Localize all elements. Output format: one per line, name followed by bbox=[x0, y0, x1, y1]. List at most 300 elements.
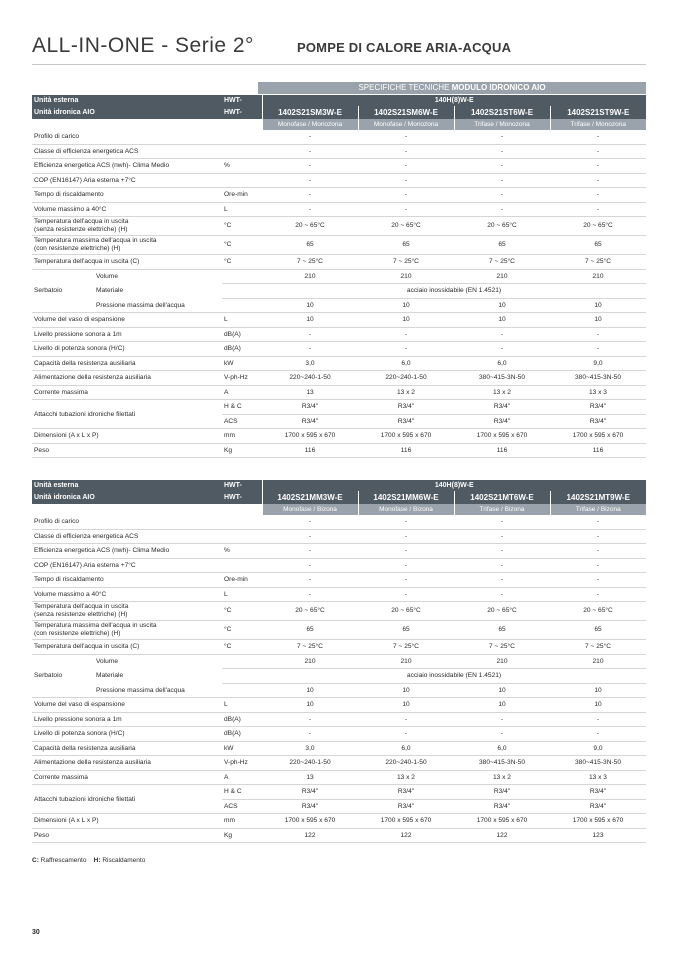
row-value: 65 bbox=[550, 236, 646, 255]
attacchi-acs-unit: ACS bbox=[222, 799, 262, 814]
row-value: 10 bbox=[550, 313, 646, 328]
row-value: 65 bbox=[262, 236, 358, 255]
spec-banner-prefix: SPECIFICHE TECNICHE bbox=[358, 83, 452, 92]
row-value: R3/4" bbox=[262, 799, 358, 814]
row-label-line1: Temperatura dell'acqua in uscita bbox=[34, 218, 129, 225]
outdoor-unit-label: Unità esterna bbox=[32, 480, 222, 491]
row-value: 10 bbox=[550, 298, 646, 313]
row-value: R3/4" bbox=[550, 414, 646, 429]
model-code: 1402S21ST6W-E bbox=[454, 106, 550, 119]
row-value: - bbox=[358, 587, 454, 602]
row-value: 20 ~ 65°C bbox=[550, 217, 646, 236]
row-value: 7 ~ 25°C bbox=[550, 255, 646, 270]
aio-unit-label: Unità idronica AIO bbox=[32, 491, 222, 504]
spec-row bbox=[32, 159, 646, 174]
row-value: 122 bbox=[358, 828, 454, 843]
attacchi-acs-unit: ACS bbox=[222, 414, 262, 429]
legend-h-text: Riscaldamento bbox=[100, 857, 146, 864]
row-value: - bbox=[454, 529, 550, 544]
row-value: R3/4" bbox=[262, 414, 358, 429]
row-unit: V-ph-Hz bbox=[222, 756, 262, 771]
serbatoio-volume-label: Volume bbox=[96, 658, 118, 665]
serbatoio-label-cell bbox=[32, 669, 222, 684]
spec-row bbox=[32, 828, 646, 843]
model-code: 1402S21MM6W-E bbox=[358, 491, 454, 504]
row-value: R3/4" bbox=[550, 400, 646, 415]
row-unit: % bbox=[222, 159, 262, 174]
row-unit: °C bbox=[222, 602, 262, 621]
row-label bbox=[32, 236, 222, 255]
row-unit: kW bbox=[222, 356, 262, 371]
header-spacer bbox=[32, 504, 222, 515]
legend-c-text: Raffrescamento bbox=[38, 857, 87, 864]
phase-label: Trifase / Bizona bbox=[550, 504, 646, 515]
spec-table-monozona bbox=[32, 95, 646, 458]
row-label: Temperatura dell'acqua in uscita (C) bbox=[32, 255, 222, 270]
row-value: - bbox=[550, 558, 646, 573]
header-phase-row bbox=[32, 504, 646, 515]
header-spacer bbox=[32, 119, 222, 130]
spec-row bbox=[32, 443, 646, 458]
row-label bbox=[32, 217, 222, 236]
page-header bbox=[32, 34, 646, 65]
spec-row bbox=[32, 356, 646, 371]
row-value: - bbox=[262, 573, 358, 588]
row-value: 380~415-3N-50 bbox=[454, 756, 550, 771]
row-value: 6,0 bbox=[454, 741, 550, 756]
phase-label: Monofase / Monozona bbox=[358, 119, 454, 130]
row-value: 10 bbox=[262, 683, 358, 698]
row-unit bbox=[222, 654, 262, 669]
spec-row bbox=[32, 698, 646, 713]
row-unit: A bbox=[222, 385, 262, 400]
row-value: 10 bbox=[358, 698, 454, 713]
row-label: Peso bbox=[32, 443, 222, 458]
row-label: Livello pressione sonora a 1m bbox=[32, 712, 222, 727]
row-value: 380~415-3N-50 bbox=[454, 371, 550, 386]
row-unit: °C bbox=[222, 621, 262, 640]
row-value: - bbox=[262, 558, 358, 573]
row-unit: % bbox=[222, 544, 262, 559]
row-value: 10 bbox=[358, 298, 454, 313]
row-value: 380~415-3N-50 bbox=[550, 756, 646, 771]
row-value: - bbox=[262, 544, 358, 559]
row-value: - bbox=[454, 573, 550, 588]
model-code: 1402S21MT9W-E bbox=[550, 491, 646, 504]
header-spacer bbox=[222, 119, 262, 130]
row-value: - bbox=[262, 144, 358, 159]
row-unit: A bbox=[222, 770, 262, 785]
row-value: - bbox=[358, 558, 454, 573]
attacchi-label: Attacchi tubazioni idroniche filettati bbox=[32, 400, 222, 429]
row-value: - bbox=[550, 515, 646, 529]
row-label: Alimentazione della resistenza ausiliaria bbox=[32, 371, 222, 386]
phase-label: Monofase / Monozona bbox=[262, 119, 358, 130]
serbatoio-label-cell bbox=[32, 284, 222, 299]
spec-row bbox=[32, 173, 646, 188]
row-value: 380~415-3N-50 bbox=[550, 371, 646, 386]
row-label: Efficienza energetica ACS (nwh)- Clima Medio bbox=[32, 544, 222, 559]
spec-row bbox=[32, 217, 646, 236]
row-value: 9,0 bbox=[550, 741, 646, 756]
row-unit: V-ph-Hz bbox=[222, 371, 262, 386]
row-label: Volume massimo a 40°C bbox=[32, 587, 222, 602]
row-value: - bbox=[550, 342, 646, 357]
row-value: - bbox=[454, 515, 550, 529]
row-value: 116 bbox=[358, 443, 454, 458]
row-value: R3/4" bbox=[262, 785, 358, 800]
row-value: - bbox=[358, 544, 454, 559]
spec-banner-bold: MODULO IDRONICO AIO bbox=[451, 83, 546, 92]
row-value: 13 bbox=[262, 770, 358, 785]
serbatoio-materiale-row bbox=[32, 669, 646, 684]
row-label: Peso bbox=[32, 828, 222, 843]
serbatoio-label-cell bbox=[32, 269, 222, 284]
row-value: - bbox=[358, 327, 454, 342]
row-value: - bbox=[358, 202, 454, 217]
spec-row bbox=[32, 756, 646, 771]
page-number: 30 bbox=[32, 929, 40, 936]
attacchi-hc-unit: H & C bbox=[222, 785, 262, 800]
row-label: Capacità della resistenza ausiliaria bbox=[32, 741, 222, 756]
serbatoio-pressione-label: Pressione massima dell'acqua bbox=[96, 686, 185, 694]
row-value: R3/4" bbox=[262, 400, 358, 415]
row-value: - bbox=[550, 173, 646, 188]
model-code: 1402S21SM3W-E bbox=[262, 106, 358, 119]
spec-row bbox=[32, 429, 646, 444]
spec-row bbox=[32, 741, 646, 756]
row-label: Classe di efficienza energetica ACS bbox=[32, 529, 222, 544]
row-value: 10 bbox=[454, 298, 550, 313]
row-unit bbox=[222, 515, 262, 529]
serbatoio-pressione-row bbox=[32, 298, 646, 313]
row-value: 13 bbox=[262, 385, 358, 400]
row-value: 210 bbox=[550, 654, 646, 669]
row-label-line1: Temperatura massima dell'acqua in uscita bbox=[34, 622, 157, 629]
spec-row bbox=[32, 529, 646, 544]
row-value: 1700 x 595 x 670 bbox=[454, 814, 550, 829]
row-unit: L bbox=[222, 587, 262, 602]
row-label: COP (EN16147) Aria esterna +7°C bbox=[32, 173, 222, 188]
row-value: R3/4" bbox=[358, 799, 454, 814]
row-value: - bbox=[262, 529, 358, 544]
row-value: - bbox=[454, 544, 550, 559]
row-value: - bbox=[262, 173, 358, 188]
row-value: 10 bbox=[358, 683, 454, 698]
row-unit: L bbox=[222, 202, 262, 217]
row-label: Livello di potenza sonora (H/C) bbox=[32, 342, 222, 357]
row-value: 10 bbox=[550, 683, 646, 698]
row-value: - bbox=[358, 130, 454, 144]
serbatoio-pressione-label: Pressione massima dell'acqua bbox=[96, 301, 185, 309]
row-value: 220~240-1-50 bbox=[262, 371, 358, 386]
row-unit: °C bbox=[222, 255, 262, 270]
row-value: 1700 x 595 x 670 bbox=[358, 814, 454, 829]
legend-h-key: H: bbox=[93, 857, 101, 864]
spec-row bbox=[32, 371, 646, 386]
row-label: Profilo di carico bbox=[32, 130, 222, 144]
row-value: R3/4" bbox=[358, 785, 454, 800]
row-value: 13 x 2 bbox=[454, 770, 550, 785]
spec-row bbox=[32, 558, 646, 573]
row-value: R3/4" bbox=[358, 414, 454, 429]
row-value: - bbox=[262, 188, 358, 203]
row-value: 7 ~ 25°C bbox=[262, 640, 358, 655]
spec-banner bbox=[258, 82, 646, 94]
row-value: 7 ~ 25°C bbox=[454, 255, 550, 270]
spec-row bbox=[32, 727, 646, 742]
row-label: Corrente massima bbox=[32, 770, 222, 785]
row-value: 10 bbox=[262, 698, 358, 713]
row-value: 1700 x 595 x 670 bbox=[550, 429, 646, 444]
row-value: - bbox=[454, 130, 550, 144]
row-label: Volume massimo a 40°C bbox=[32, 202, 222, 217]
row-value: 7 ~ 25°C bbox=[454, 640, 550, 655]
row-value: 7 ~ 25°C bbox=[358, 255, 454, 270]
row-label-line2: (con resistenze elettriche) (H) bbox=[34, 245, 121, 252]
header-model-row bbox=[32, 491, 646, 504]
row-value: R3/4" bbox=[550, 785, 646, 800]
row-value: - bbox=[550, 327, 646, 342]
row-label: Dimensioni (A x L x P) bbox=[32, 814, 222, 829]
row-value: 210 bbox=[454, 269, 550, 284]
row-value: - bbox=[358, 529, 454, 544]
row-value: - bbox=[262, 515, 358, 529]
row-value: - bbox=[454, 342, 550, 357]
spec-row bbox=[32, 342, 646, 357]
row-value: R3/4" bbox=[454, 785, 550, 800]
row-unit: Kg bbox=[222, 443, 262, 458]
spec-row bbox=[32, 327, 646, 342]
row-value: - bbox=[454, 727, 550, 742]
row-value: 210 bbox=[262, 654, 358, 669]
row-unit bbox=[222, 130, 262, 144]
spec-row bbox=[32, 144, 646, 159]
row-label-line2: (senza resistenze elettriche) (H) bbox=[34, 611, 128, 618]
row-value: - bbox=[262, 327, 358, 342]
row-value: 7 ~ 25°C bbox=[262, 255, 358, 270]
spec-row bbox=[32, 385, 646, 400]
row-value: - bbox=[262, 587, 358, 602]
serbatoio-volume-row bbox=[32, 269, 646, 284]
row-value: 65 bbox=[358, 621, 454, 640]
header-outdoor-row bbox=[32, 480, 646, 491]
serbatoio-materiale-label: Materiale bbox=[96, 287, 124, 295]
row-value: 10 bbox=[454, 313, 550, 328]
spec-row bbox=[32, 202, 646, 217]
legend bbox=[32, 857, 145, 864]
row-value: 20 ~ 65°C bbox=[454, 602, 550, 621]
row-unit: mm bbox=[222, 814, 262, 829]
row-value: 220~240-1-50 bbox=[358, 371, 454, 386]
spec-row bbox=[32, 814, 646, 829]
row-value: - bbox=[358, 573, 454, 588]
phase-label: Trifase / Bizona bbox=[454, 504, 550, 515]
row-label: Capacità della resistenza ausiliaria bbox=[32, 356, 222, 371]
serbatoio-pressione-row bbox=[32, 683, 646, 698]
row-value: 13 x 2 bbox=[454, 385, 550, 400]
spec-table-bizona bbox=[32, 480, 646, 843]
row-value: - bbox=[454, 202, 550, 217]
serbatoio-label: Serbatoio bbox=[34, 287, 63, 295]
row-value: - bbox=[454, 159, 550, 174]
row-value: - bbox=[550, 573, 646, 588]
row-value: 210 bbox=[358, 269, 454, 284]
spec-row bbox=[32, 313, 646, 328]
serbatoio-label-cell bbox=[32, 683, 222, 698]
row-value: - bbox=[262, 342, 358, 357]
row-value: R3/4" bbox=[454, 799, 550, 814]
row-unit: dB(A) bbox=[222, 712, 262, 727]
row-value: 10 bbox=[262, 313, 358, 328]
row-label-line1: Temperatura massima dell'acqua in uscita bbox=[34, 237, 157, 244]
row-unit: dB(A) bbox=[222, 327, 262, 342]
serbatoio-label-cell bbox=[32, 298, 222, 313]
row-value: 65 bbox=[262, 621, 358, 640]
row-unit: Ore-min bbox=[222, 573, 262, 588]
spec-row bbox=[32, 621, 646, 640]
row-label: Efficienza energetica ACS (nwh)- Clima Medio bbox=[32, 159, 222, 174]
row-value: 10 bbox=[454, 683, 550, 698]
row-value: 20 ~ 65°C bbox=[262, 217, 358, 236]
header-model-row bbox=[32, 106, 646, 119]
spec-row bbox=[32, 544, 646, 559]
row-unit bbox=[222, 144, 262, 159]
row-unit bbox=[222, 298, 262, 313]
row-value: - bbox=[550, 144, 646, 159]
row-value: 20 ~ 65°C bbox=[358, 602, 454, 621]
row-value: 65 bbox=[454, 621, 550, 640]
serbatoio-materiale-value: acciaio inossidabile (EN 1.4521) bbox=[262, 669, 646, 684]
row-value: - bbox=[262, 159, 358, 174]
row-value: 116 bbox=[454, 443, 550, 458]
row-value: - bbox=[550, 159, 646, 174]
row-value: 7 ~ 25°C bbox=[358, 640, 454, 655]
serbatoio-volume-row bbox=[32, 654, 646, 669]
outdoor-unit-label: Unità esterna bbox=[32, 95, 222, 106]
model-code: 1402S21MT6W-E bbox=[454, 491, 550, 504]
row-value: - bbox=[550, 727, 646, 742]
row-unit: °C bbox=[222, 217, 262, 236]
spec-row bbox=[32, 640, 646, 655]
row-value: 1700 x 595 x 670 bbox=[358, 429, 454, 444]
row-value: - bbox=[262, 712, 358, 727]
row-value: - bbox=[550, 188, 646, 203]
row-value: R3/4" bbox=[550, 799, 646, 814]
row-unit: L bbox=[222, 313, 262, 328]
aio-unit-label: Unità idronica AIO bbox=[32, 106, 222, 119]
header-outdoor-row bbox=[32, 95, 646, 106]
row-label: Dimensioni (A x L x P) bbox=[32, 429, 222, 444]
phase-label: Trifase / Monozona bbox=[454, 119, 550, 130]
row-label: Corrente massima bbox=[32, 385, 222, 400]
row-value: 10 bbox=[358, 313, 454, 328]
row-value: 1700 x 595 x 670 bbox=[454, 429, 550, 444]
header-phase-row bbox=[32, 119, 646, 130]
outdoor-unit-model: 140H(8)W-E bbox=[262, 480, 646, 491]
spec-row bbox=[32, 236, 646, 255]
attacchi-hc-row bbox=[32, 400, 646, 415]
row-unit bbox=[222, 529, 262, 544]
row-label: Volume del vaso di espansione bbox=[32, 313, 222, 328]
row-label: COP (EN16147) Aria esterna +7°C bbox=[32, 558, 222, 573]
row-value: 20 ~ 65°C bbox=[262, 602, 358, 621]
row-value: 20 ~ 65°C bbox=[454, 217, 550, 236]
series-title: ALL-IN-ONE - Serie 2° bbox=[32, 34, 254, 57]
row-value: 116 bbox=[550, 443, 646, 458]
row-label bbox=[32, 602, 222, 621]
row-value: 65 bbox=[358, 236, 454, 255]
row-value: 13 x 3 bbox=[550, 770, 646, 785]
row-value: R3/4" bbox=[454, 414, 550, 429]
row-value: - bbox=[454, 327, 550, 342]
attacchi-hc-row bbox=[32, 785, 646, 800]
row-value: 65 bbox=[454, 236, 550, 255]
row-value: 10 bbox=[454, 698, 550, 713]
header-spacer bbox=[222, 504, 262, 515]
row-value: - bbox=[550, 529, 646, 544]
row-value: R3/4" bbox=[454, 400, 550, 415]
row-value: 7 ~ 25°C bbox=[550, 640, 646, 655]
row-value: - bbox=[454, 712, 550, 727]
row-value: 210 bbox=[550, 269, 646, 284]
row-unit: Kg bbox=[222, 828, 262, 843]
row-label bbox=[32, 621, 222, 640]
row-value: 1700 x 595 x 670 bbox=[550, 814, 646, 829]
row-unit bbox=[222, 173, 262, 188]
page-subtitle: POMPE DI CALORE ARIA-ACQUA bbox=[297, 40, 512, 55]
row-unit: Ore-min bbox=[222, 188, 262, 203]
serbatoio-label: Serbatoio bbox=[34, 672, 63, 680]
outdoor-unit-model: 140H(8)W-E bbox=[262, 95, 646, 106]
row-value: 210 bbox=[358, 654, 454, 669]
row-value: 13 x 3 bbox=[550, 385, 646, 400]
row-value: R3/4" bbox=[358, 400, 454, 415]
outdoor-unit-code: HWT- bbox=[222, 480, 262, 491]
row-label: Livello di potenza sonora (H/C) bbox=[32, 727, 222, 742]
row-unit bbox=[222, 669, 262, 684]
row-value: - bbox=[358, 159, 454, 174]
spec-row bbox=[32, 602, 646, 621]
row-value: 6,0 bbox=[454, 356, 550, 371]
row-label: Profilo di carico bbox=[32, 515, 222, 529]
row-unit: L bbox=[222, 698, 262, 713]
row-value: 210 bbox=[262, 269, 358, 284]
row-unit bbox=[222, 284, 262, 299]
row-label-line1: Temperatura dell'acqua in uscita bbox=[34, 603, 129, 610]
row-label: Classe di efficienza energetica ACS bbox=[32, 144, 222, 159]
row-value: - bbox=[358, 188, 454, 203]
row-value: - bbox=[358, 727, 454, 742]
row-unit: °C bbox=[222, 640, 262, 655]
row-value: - bbox=[358, 712, 454, 727]
row-value: 65 bbox=[550, 621, 646, 640]
row-value: 1700 x 595 x 670 bbox=[262, 429, 358, 444]
aio-unit-code: HWT- bbox=[222, 106, 262, 119]
row-value: 20 ~ 65°C bbox=[358, 217, 454, 236]
row-unit: °C bbox=[222, 236, 262, 255]
row-unit: kW bbox=[222, 741, 262, 756]
row-value: - bbox=[454, 188, 550, 203]
row-label-line2: (con resistenze elettriche) (H) bbox=[34, 630, 121, 637]
row-label: Volume del vaso di espansione bbox=[32, 698, 222, 713]
row-value: - bbox=[358, 342, 454, 357]
spec-row bbox=[32, 255, 646, 270]
phase-label: Monofase / Bizona bbox=[358, 504, 454, 515]
row-unit bbox=[222, 558, 262, 573]
attacchi-hc-unit: H & C bbox=[222, 400, 262, 415]
row-value: 9,0 bbox=[550, 356, 646, 371]
